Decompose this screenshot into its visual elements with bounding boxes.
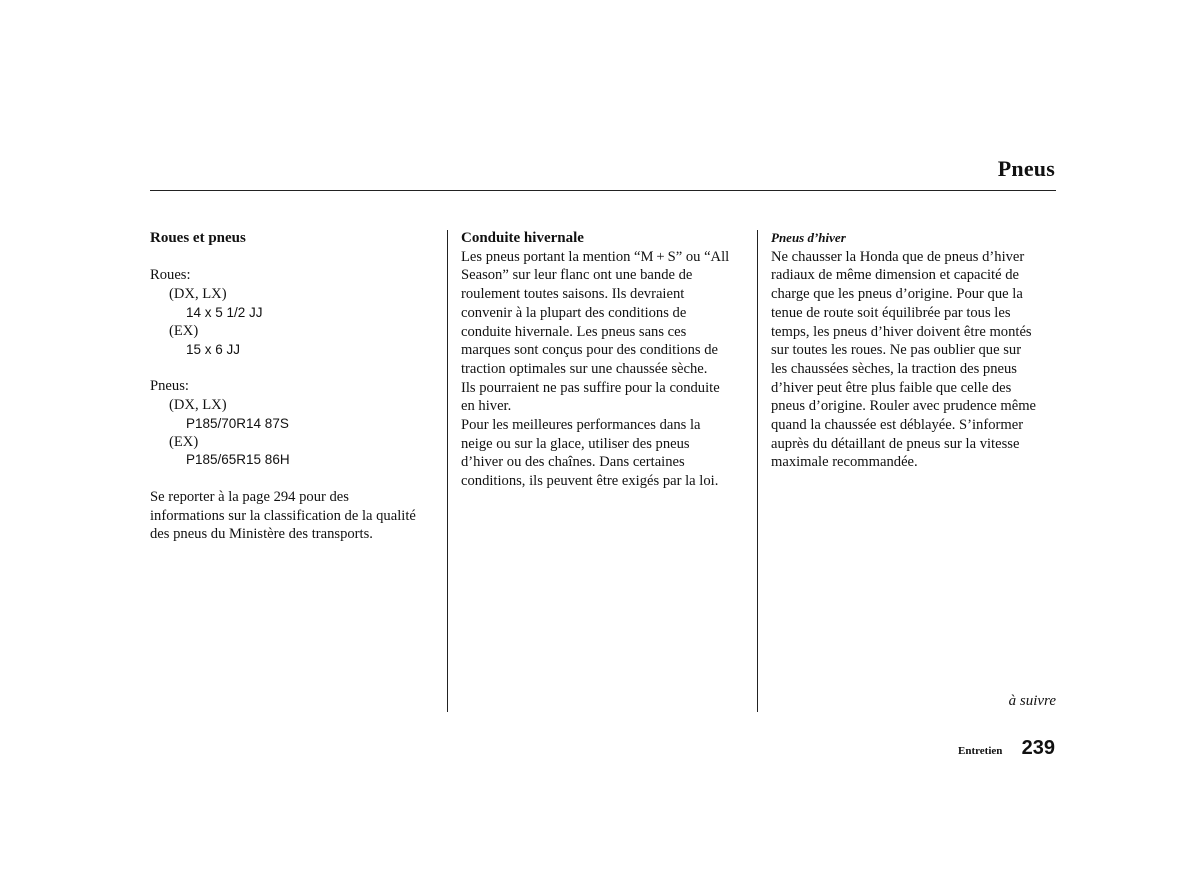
column-divider-2 [757, 230, 758, 712]
text-line: en hiver. [461, 398, 512, 415]
text-line: sur toutes les roues. Ne pas oublier que sur [771, 342, 1022, 359]
column-wheels-tires [150, 229, 440, 544]
tires-spec-ex: P185/65R15 86H [186, 452, 290, 468]
tires-trim-dx-lx: (DX, LX) [169, 396, 227, 413]
text-line: temps, les pneus d’hiver doivent être montés [771, 323, 1032, 340]
text-line: charge que les pneus d’origine. Pour que la [771, 286, 1023, 303]
text-line: Se reporter à la page 294 pour des [150, 488, 349, 505]
text-line: informations sur la classification de la qualité [150, 507, 416, 524]
text-line: d’hiver peut être plus faible que celle des [771, 379, 1012, 396]
text-line: neige ou sur la glace, utiliser des pneus [461, 435, 690, 452]
title-rule [150, 190, 1056, 191]
text-line: des pneus du Ministère des transports. [150, 526, 373, 543]
text-line: quand la chaussée est déblayée. S’informer [771, 417, 1024, 434]
text-line: roulement toutes saisons. Ils devraient [461, 286, 685, 303]
continued-note: à suivre [1008, 693, 1056, 709]
text-line: Les pneus portant la mention “M + S” ou “All [461, 248, 730, 265]
page-title: Pneus [997, 156, 1055, 181]
paragraph-all-season [461, 248, 751, 416]
text-line: radiaux de même dimension et capacité de [771, 267, 1019, 284]
text-line: auprès du détaillant de pneus sur la vitesse [771, 435, 1020, 452]
tires-label: Pneus: [150, 378, 189, 395]
quality-note [150, 488, 440, 544]
text-line: d’hiver ou des chaînes. Dans certaines [461, 454, 685, 471]
text-line: maximale recommandée. [771, 454, 918, 471]
tires-trim-ex: (EX) [169, 433, 199, 450]
column-winter-tires [771, 229, 1061, 472]
text-line: Ne chausser la Honda que de pneus d’hiver [771, 248, 1025, 265]
wheels-spec-ex: 15 x 6 JJ [186, 341, 241, 357]
wheels-spec-dx-lx: 14 x 5 1/2 JJ [186, 304, 263, 320]
section-heading-wheels-tires: Roues et pneus [150, 230, 246, 246]
column-winter-driving [461, 229, 751, 491]
wheels-trim-ex: (EX) [169, 322, 199, 339]
text-line: pneus d’origine. Rouler avec prudence même [771, 398, 1037, 415]
tires-spec-dx-lx: P185/70R14 87S [186, 415, 289, 431]
footer-section-name: Entretien [958, 745, 1003, 757]
paragraph-snow-ice [461, 416, 751, 491]
text-line: conduite hivernale. Les pneus sans ces [461, 323, 687, 340]
text-line: Season” sur leur flanc ont une bande de [461, 267, 693, 284]
text-line: les chaussées sèches, la traction des pneus [771, 360, 1017, 377]
paragraph-winter-tires [771, 248, 1061, 472]
text-line: marques sont conçus pour des conditions de [461, 342, 718, 359]
text-line: convenir à la plupart des conditions de [461, 304, 687, 321]
wheels-label: Roues: [150, 267, 191, 284]
subheading-winter-tires: Pneus d’hiver [771, 230, 846, 245]
text-line: traction optimales sur une chaussée sèche. [461, 360, 708, 377]
text-line: Ils pourraient ne pas suffire pour la conduite [461, 379, 720, 396]
section-heading-winter-driving: Conduite hivernale [461, 230, 584, 246]
text-line: conditions, ils peuvent être exigés par la loi. [461, 473, 719, 490]
column-divider-1 [447, 230, 448, 712]
text-line: Pour les meilleures performances dans la [461, 417, 701, 434]
text-line: tenue de route soit équilibrée par tous les [771, 304, 1011, 321]
page-number: 239 [1021, 737, 1055, 759]
wheels-trim-dx-lx: (DX, LX) [169, 286, 227, 303]
